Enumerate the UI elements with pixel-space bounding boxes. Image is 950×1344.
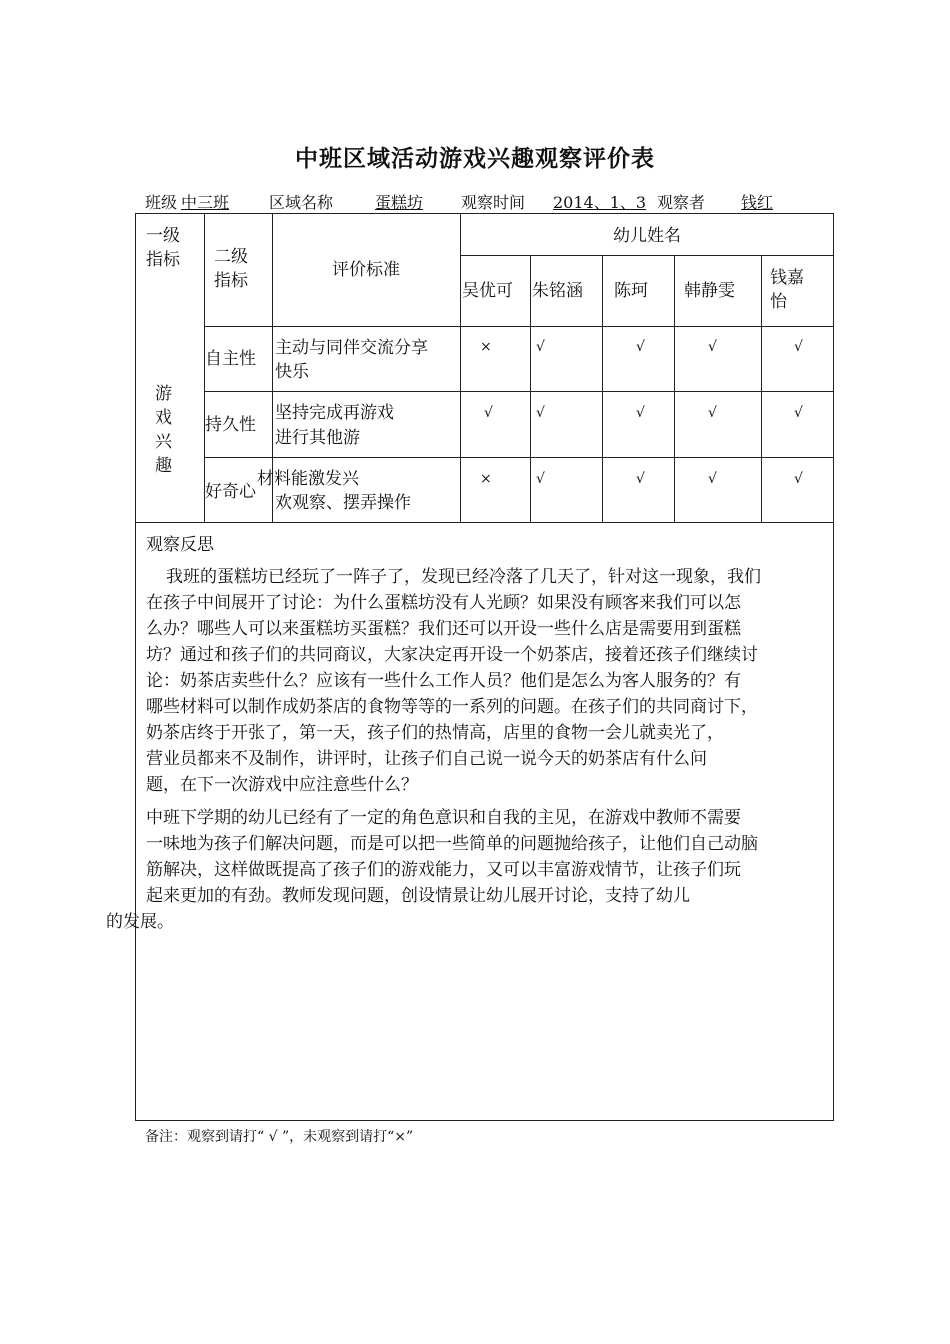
row-3-mark-3: √ <box>636 471 645 487</box>
reflection-line-8: 营业员都来不及制作，讲评时，让孩子们自己说一说今天的奶茶店有什么问 <box>146 749 707 769</box>
row-2-level2: 持久性 <box>205 415 256 435</box>
row-3-mark-2: √ <box>536 471 545 487</box>
reflection-line-11: 一味地为孩子们解决问题，而是可以把一些简单的问题抛给孩子，让他们自己动脑 <box>146 834 758 854</box>
area-label: 区域名称 <box>269 193 334 212</box>
time-value: 2014、1、3 <box>553 193 647 212</box>
reflection-line-1: 我班的蛋糕坊已经玩了一阵子了，发现已经冷落了几天了，针对这一现象，我们 <box>166 567 761 587</box>
table-line <box>204 391 834 392</box>
child-name-2: 朱铭涵 <box>532 281 583 301</box>
reflection-line-12: 筋解决，这样做既提高了孩子们的游戏能力，又可以丰富游戏情节，让孩子们玩 <box>146 860 741 880</box>
child-name-5: 钱嘉怡 <box>770 268 804 312</box>
area-value: 蛋糕坊 <box>375 193 424 212</box>
observer-value: 钱红 <box>741 193 774 212</box>
row-1-mark-3: √ <box>636 339 645 355</box>
reflection-line-14: 的发展。 <box>106 912 174 932</box>
reflection-line-5: 论：奶茶店卖些什么？应该有一些什么工作人员？他们是怎么为客人服务的？有 <box>146 671 741 691</box>
child-name-4: 韩静雯 <box>684 281 735 301</box>
table-line <box>460 213 461 522</box>
row-1-mark-4: √ <box>708 339 717 355</box>
child-name-3: 陈珂 <box>614 281 648 301</box>
header-level1: 一级指标 <box>146 226 180 270</box>
row-1-level2: 自主性 <box>205 349 256 369</box>
reflection-line-4: 坊？通过和孩子们的共同商议，大家决定再开设一个奶茶店，接着还孩子们继续讨 <box>146 645 758 665</box>
reflection-line-6: 哪些材料可以制作成奶茶店的食物等等的一系列的问题。在孩子们的共同商讨下， <box>146 697 758 717</box>
header-standard: 评价标准 <box>332 260 400 280</box>
row-2-mark-3: √ <box>636 405 645 421</box>
row-2-mark-2: √ <box>536 405 545 421</box>
level1-value: 游戏兴趣 <box>155 384 172 476</box>
class-value: 中三班 <box>181 193 230 212</box>
row-2-mark-4: √ <box>708 405 717 421</box>
table-line <box>674 255 675 522</box>
row-2-standard-2: 进行其他游 <box>275 428 360 448</box>
row-3-mark-1: × <box>480 471 492 487</box>
reflection-line-9: 题，在下一次游戏中应注意些什么？ <box>146 775 418 795</box>
observer-label: 观察者 <box>657 193 706 212</box>
table-line <box>204 326 834 327</box>
row-2-mark-5: √ <box>794 405 803 421</box>
footnote: 备注：观察到请打“ √ ”，未观察到请打“×” <box>145 1129 414 1145</box>
row-2-mark-1: √ <box>484 405 493 421</box>
header-children: 幼儿姓名 <box>613 226 681 246</box>
reflection-label: 观察反思 <box>146 535 214 555</box>
table-line <box>602 255 603 522</box>
reflection-line-2: 在孩子中间展开了讨论：为什么蛋糕坊没有人光顾？如果没有顾客来我们可以怎 <box>146 593 741 613</box>
row-1-standard-2: 快乐 <box>275 362 309 382</box>
row-1-mark-1: × <box>480 339 492 355</box>
row-3-mark-4: √ <box>708 471 717 487</box>
row-3-standard-2: 欢观察、摆弄操作 <box>275 493 411 513</box>
table-line <box>135 522 834 523</box>
row-2-standard-1: 坚持完成再游戏 <box>275 403 394 423</box>
row-3-standard-1: 材料能激发兴 <box>257 469 359 489</box>
table-line <box>530 255 531 522</box>
page-title: 中班区域活动游戏兴趣观察评价表 <box>295 146 655 172</box>
row-1-mark-5: √ <box>794 339 803 355</box>
row-1-mark-2: √ <box>536 339 545 355</box>
reflection-line-13: 起来更加的有劲。教师发现问题，创设情景让幼儿展开讨论，支持了幼儿 <box>146 886 690 906</box>
reflection-line-7: 奶茶店终于开张了，第一天，孩子们的热情高，店里的食物一会儿就卖光了， <box>146 723 724 743</box>
table-line <box>761 255 762 522</box>
child-name-1: 吴优可 <box>462 281 513 301</box>
row-1-standard-1: 主动与同伴交流分享 <box>275 338 428 358</box>
table-line <box>204 457 834 458</box>
time-label: 观察时间 <box>461 193 526 212</box>
class-label: 班级 <box>145 193 178 212</box>
header-level2: 二级指标 <box>214 247 248 291</box>
table-line <box>460 255 834 256</box>
row-3-level2: 好奇心 <box>205 482 256 502</box>
row-3-mark-5: √ <box>794 471 803 487</box>
reflection-line-10: 中班下学期的幼儿已经有了一定的角色意识和自我的主见，在游戏中教师不需要 <box>146 808 741 828</box>
reflection-line-3: 么办？哪些人可以来蛋糕坊买蛋糕？我们还可以开设一些什么店是需要用到蛋糕 <box>146 619 741 639</box>
